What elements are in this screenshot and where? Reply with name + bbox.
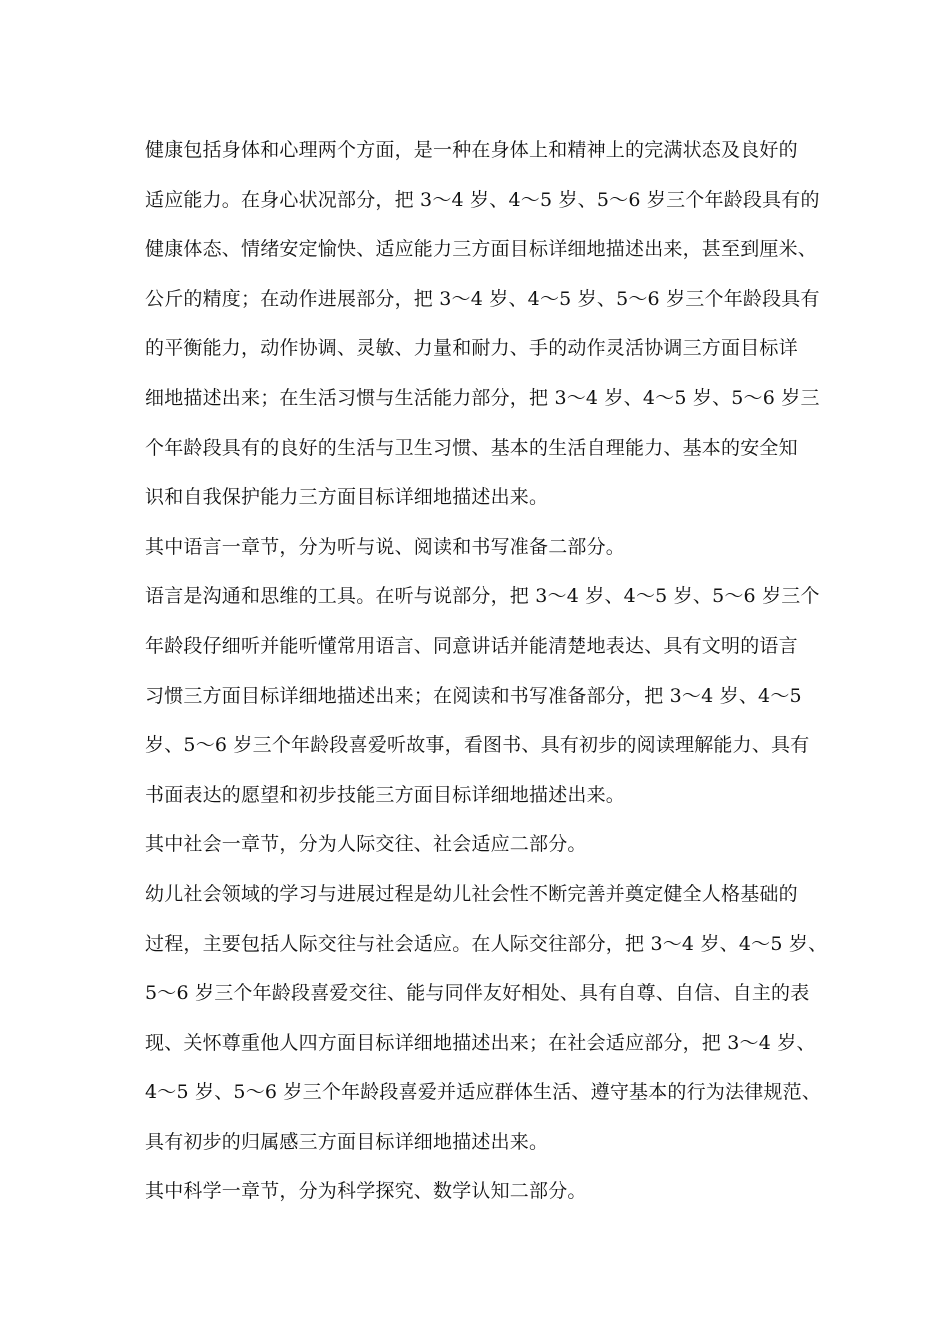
text-line: 具有初步的归属感三方面目标详细地描述出来。 (145, 1130, 549, 1153)
text-line: 细地描述出来；在生活习惯与生活能力部分，把 3～4 岁、4～5 岁、5～6 岁三 (145, 386, 820, 409)
text-line: 健康体态、情绪安定愉快、适应能力三方面目标详细地描述出来，甚至到厘米、 (145, 238, 818, 261)
text-line: 4～5 岁、5～6 岁三个年龄段喜爱并适应群体生活、遵守基本的行为法律规范、 (145, 1081, 822, 1104)
text-line: 5～6 岁三个年龄段喜爱交往、能与同伴友好相处、具有自尊、自信、自主的表 (145, 982, 810, 1005)
text-line: 幼儿社会领域的学习与进展过程是幼儿社会性不断完善并奠定健全人格基础的 (145, 882, 798, 905)
text-line: 习惯三方面目标详细地描述出来；在阅读和书写准备部分，把 3～4 岁、4～5 (145, 684, 802, 707)
document-body (145, 127, 828, 1218)
text-line: 现、关怀尊重他人四方面目标详细地描述出来；在社会适应部分，把 3～4 岁、 (145, 1031, 816, 1054)
text-line: 的平衡能力，动作协调、灵敏、力量和耐力、手的动作灵活协调三方面目标详 (145, 337, 798, 360)
text-line: 其中语言一章节，分为听与说、阅读和书写准备二部分。 (145, 535, 626, 558)
text-line: 语言是沟通和思维的工具。在听与说部分，把 3～4 岁、4～5 岁、5～6 岁三个 (145, 585, 820, 608)
text-line: 其中科学一章节，分为科学探究、数学认知二部分。 (145, 1180, 587, 1203)
text-line: 健康包括身体和心理两个方面，是一种在身体上和精神上的完满状态及良好的 (145, 139, 798, 161)
text-line: 适应能力。在身心状况部分，把 3～4 岁、4～5 岁、5～6 岁三个年龄段具有的 (145, 188, 820, 211)
text-line: 书面表达的愿望和初步技能三方面目标详细地描述出来。 (145, 783, 626, 806)
text-line: 个年龄段具有的良好的生活与卫生习惯、基本的生活自理能力、基本的安全知 (145, 436, 798, 459)
text-line: 年龄段仔细听并能听懂常用语言、同意讲话并能清楚地表达、具有文明的语言 (145, 634, 798, 657)
text-line: 识和自我保护能力三方面目标详细地描述出来。 (145, 486, 549, 509)
text-line: 岁、5～6 岁三个年龄段喜爱听故事，看图书、具有初步的阅读理解能力、具有 (145, 734, 810, 757)
text-line: 公斤的精度；在动作进展部分，把 3～4 岁、4～5 岁、5～6 岁三个年龄段具有 (145, 287, 820, 310)
text-line: 其中社会一章节，分为人际交往、社会适应二部分。 (145, 833, 587, 856)
text-line: 过程，主要包括人际交往与社会适应。在人际交往部分，把 3～4 岁、4～5 岁、 (145, 932, 828, 955)
